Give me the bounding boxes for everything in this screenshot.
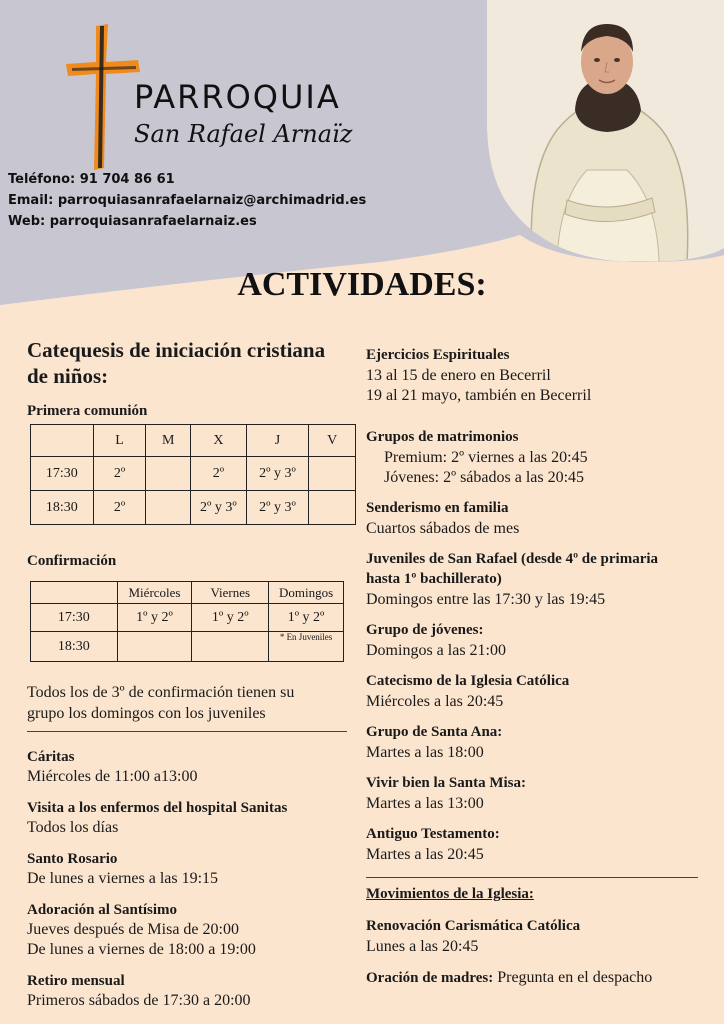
matrimonios-premium: Premium: 2º viernes a las 20:45	[384, 449, 588, 466]
table-cell	[192, 632, 269, 662]
table-header-cell: L	[93, 425, 146, 457]
table-cell	[146, 457, 191, 491]
rosario-title: Santo Rosario	[27, 851, 118, 867]
juveniles-text: Domingos entre las 17:30 y las 19:45	[366, 591, 606, 608]
table-cell: 18:30	[31, 491, 94, 525]
table-cell	[146, 491, 191, 525]
rosario-text: De lunes a viernes a las 19:15	[27, 870, 219, 887]
divider	[366, 877, 698, 878]
antiguo-title: Antiguo Testamento:	[366, 826, 500, 842]
misa-title: Vivir bien la Santa Misa:	[366, 775, 527, 791]
senderismo-title: Senderismo en familia	[366, 500, 509, 516]
web-text: Web: parroquiasanrafaelarnaiz.es	[8, 214, 257, 229]
sanitas-title: Visita a los enfermos del hospital Sanitas	[27, 800, 288, 816]
oracion-text: Pregunta en el despacho	[493, 969, 653, 986]
renovacion-title: Renovación Carismática Católica	[366, 918, 581, 934]
table-row	[31, 604, 344, 632]
confirmacion-note-1: Todos los de 3º de confirmación tienen su	[27, 684, 295, 701]
saint-portrait	[487, 0, 724, 262]
table-cell: * En Juveniles	[269, 632, 344, 662]
confirmacion-table	[30, 581, 344, 662]
table-cell: 1º y 2º	[192, 604, 269, 632]
ejercicios-text-2: 19 al 21 mayo, también en Becerril	[366, 387, 592, 404]
table-cell: 2º y 3º	[246, 491, 309, 525]
table-cell: 2º y 3º	[191, 491, 247, 525]
table-row	[31, 491, 356, 525]
table-cell: 17:30	[31, 604, 118, 632]
primera-comunion-label: Primera comunión	[27, 403, 148, 419]
ejercicios-text-1: 13 al 15 de enero en Becerril	[366, 367, 551, 384]
sanitas-text: Todos los días	[27, 819, 119, 836]
jovenes-title: Grupo de jóvenes:	[366, 622, 484, 638]
catequesis-title-2: de niños:	[27, 364, 109, 388]
adoracion-title: Adoración al Santísimo	[27, 902, 178, 918]
table-header-cell: V	[309, 425, 356, 457]
confirmacion-note-2: grupo los domingos con los juveniles	[27, 705, 266, 722]
table-header-cell: Domingos	[269, 582, 344, 604]
oracion-title: Oración de madres:	[366, 970, 494, 986]
table-cell: 2º y 3º	[246, 457, 309, 491]
antiguo-text: Martes a las 20:45	[366, 846, 484, 863]
juveniles-title-2: hasta 1º bachillerato)	[366, 571, 502, 587]
confirmacion-label: Confirmación	[27, 553, 117, 569]
catecismo-text: Miércoles a las 20:45	[366, 693, 504, 710]
santa-ana-title: Grupo de Santa Ana:	[366, 724, 503, 740]
table-cell: 2º	[93, 457, 146, 491]
retiro-title: Retiro mensual	[27, 973, 125, 989]
table-cell: 2º	[93, 491, 146, 525]
table-row	[31, 632, 344, 662]
ejercicios-title: Ejercicios Espirituales	[366, 347, 510, 363]
movimientos-title: Movimientos de la Iglesia:	[366, 886, 534, 902]
retiro-text: Primeros sábados de 17:30 a 20:00	[27, 992, 251, 1009]
adoracion-text-2: De lunes a viernes de 18:00 a 19:00	[27, 941, 256, 958]
table-cell: 1º y 2º	[269, 604, 344, 632]
email-text: Email: parroquiasanrafaelarnaiz@archimadrid.es	[8, 193, 367, 208]
caritas-title: Cáritas	[27, 749, 75, 765]
caritas-text: Miércoles de 11:00 a13:00	[27, 768, 198, 785]
table-header-cell	[31, 425, 94, 457]
jovenes-text: Domingos a las 21:00	[366, 642, 506, 659]
table-cell: 2º	[191, 457, 247, 491]
divider	[27, 731, 347, 732]
table-cell	[309, 457, 356, 491]
phone-text: Teléfono: 91 704 86 61	[8, 172, 175, 187]
table-cell	[117, 632, 192, 662]
matrimonios-title: Grupos de matrimonios	[366, 429, 519, 445]
table-header-cell: J	[246, 425, 309, 457]
table-header-cell: Viernes	[192, 582, 269, 604]
table-cell: 17:30	[31, 457, 94, 491]
parish-name-line1: PARROQUIA	[134, 78, 341, 116]
catecismo-title: Catecismo de la Iglesia Católica	[366, 673, 570, 689]
catequesis-title-1: Catequesis de iniciación cristiana	[27, 338, 326, 362]
misa-text: Martes a las 13:00	[366, 795, 484, 812]
table-header-cell	[31, 582, 118, 604]
table-header-cell: M	[146, 425, 191, 457]
table-cell	[309, 491, 356, 525]
parish-name-line2: San Rafael Arnaïz	[134, 120, 353, 148]
table-cell: 1º y 2º	[117, 604, 192, 632]
matrimonios-jovenes: Jóvenes: 2º sábados a las 20:45	[384, 469, 585, 486]
page-title: ACTIVIDADES:	[237, 266, 487, 303]
juveniles-title-1: Juveniles de San Rafael (desde 4º de primaria	[366, 551, 659, 567]
primera-comunion-table	[30, 424, 356, 525]
adoracion-text-1: Jueves después de Misa de 20:00	[27, 921, 239, 938]
table-header-cell: Miércoles	[117, 582, 192, 604]
oracion-line	[366, 968, 652, 988]
table-header-cell: X	[191, 425, 247, 457]
table-cell: 18:30	[31, 632, 118, 662]
table-row	[31, 457, 356, 491]
santa-ana-text: Martes a las 18:00	[366, 744, 484, 761]
renovacion-text: Lunes a las 20:45	[366, 938, 479, 955]
senderismo-text: Cuartos sábados de mes	[366, 520, 520, 537]
